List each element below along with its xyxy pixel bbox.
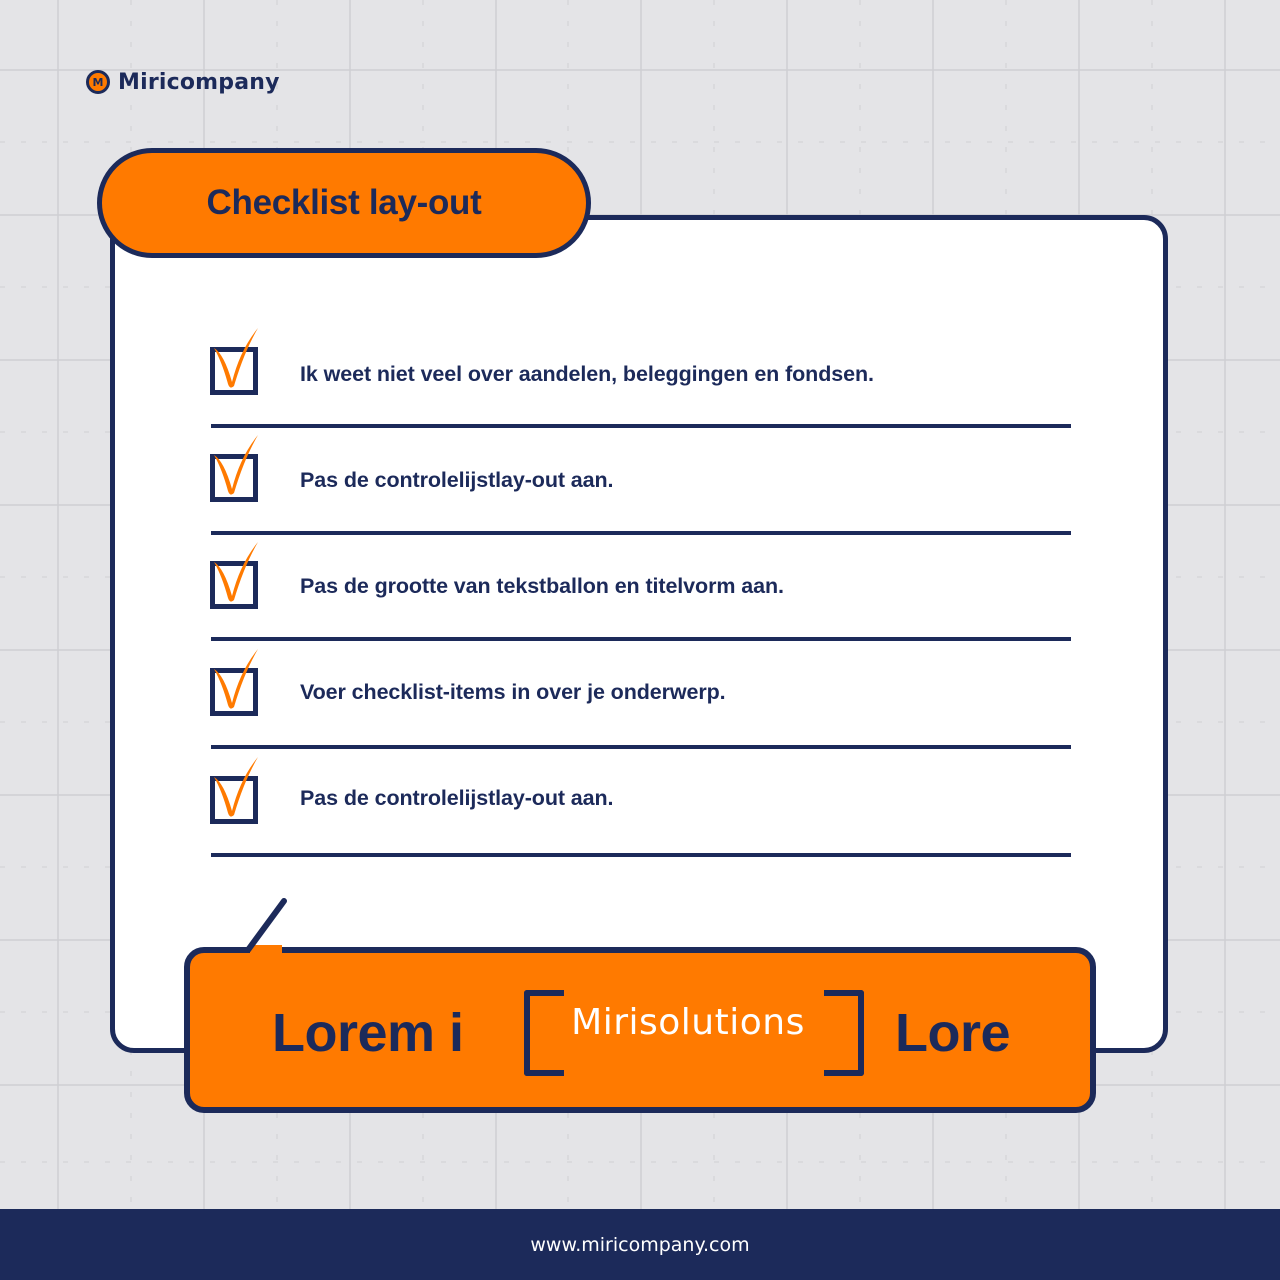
footer-url-link[interactable]: www.miricompany.com xyxy=(530,1233,750,1256)
checklist-item[interactable] xyxy=(0,638,1280,744)
checklist-item-label: Pas de controlelijstlay-out aan. xyxy=(300,786,614,810)
checklist-item[interactable] xyxy=(0,532,1280,638)
banner-right-text: Lore xyxy=(895,1003,1011,1063)
checklist-item[interactable] xyxy=(0,426,1280,532)
brand-logo-icon: M xyxy=(86,70,110,94)
checkmark-icon xyxy=(206,753,266,833)
divider xyxy=(211,853,1071,857)
banner-brand-text: Mirisolutions xyxy=(571,1002,805,1043)
checkmark-icon xyxy=(206,324,266,404)
checklist-item[interactable] xyxy=(0,320,1280,426)
checklist-title-pill xyxy=(97,148,591,258)
checklist-item-label: Pas de grootte van tekstballon en titelvorm aan. xyxy=(300,574,784,598)
checklist-item-label: Ik weet niet veel over aandelen, beleggingen en fondsen. xyxy=(300,362,874,386)
left-bracket-icon xyxy=(524,990,564,1076)
banner-left-text: Lorem i xyxy=(272,1003,464,1063)
checklist-item-label: Pas de controlelijstlay-out aan. xyxy=(300,468,614,492)
checkmark-icon xyxy=(206,431,266,511)
footer-bar xyxy=(0,1209,1280,1280)
speech-tail-icon xyxy=(230,895,300,965)
checklist-item-label: Voer checklist-items in over je onderwerp. xyxy=(300,680,726,704)
checklist-title: Checklist lay-out xyxy=(206,183,482,222)
checkmark-icon xyxy=(206,645,266,725)
right-bracket-icon xyxy=(824,990,864,1076)
brand-header xyxy=(86,66,280,98)
checklist-item[interactable] xyxy=(0,744,1280,850)
checkmark-icon xyxy=(206,538,266,618)
brand-name: Miricompany xyxy=(118,69,280,95)
